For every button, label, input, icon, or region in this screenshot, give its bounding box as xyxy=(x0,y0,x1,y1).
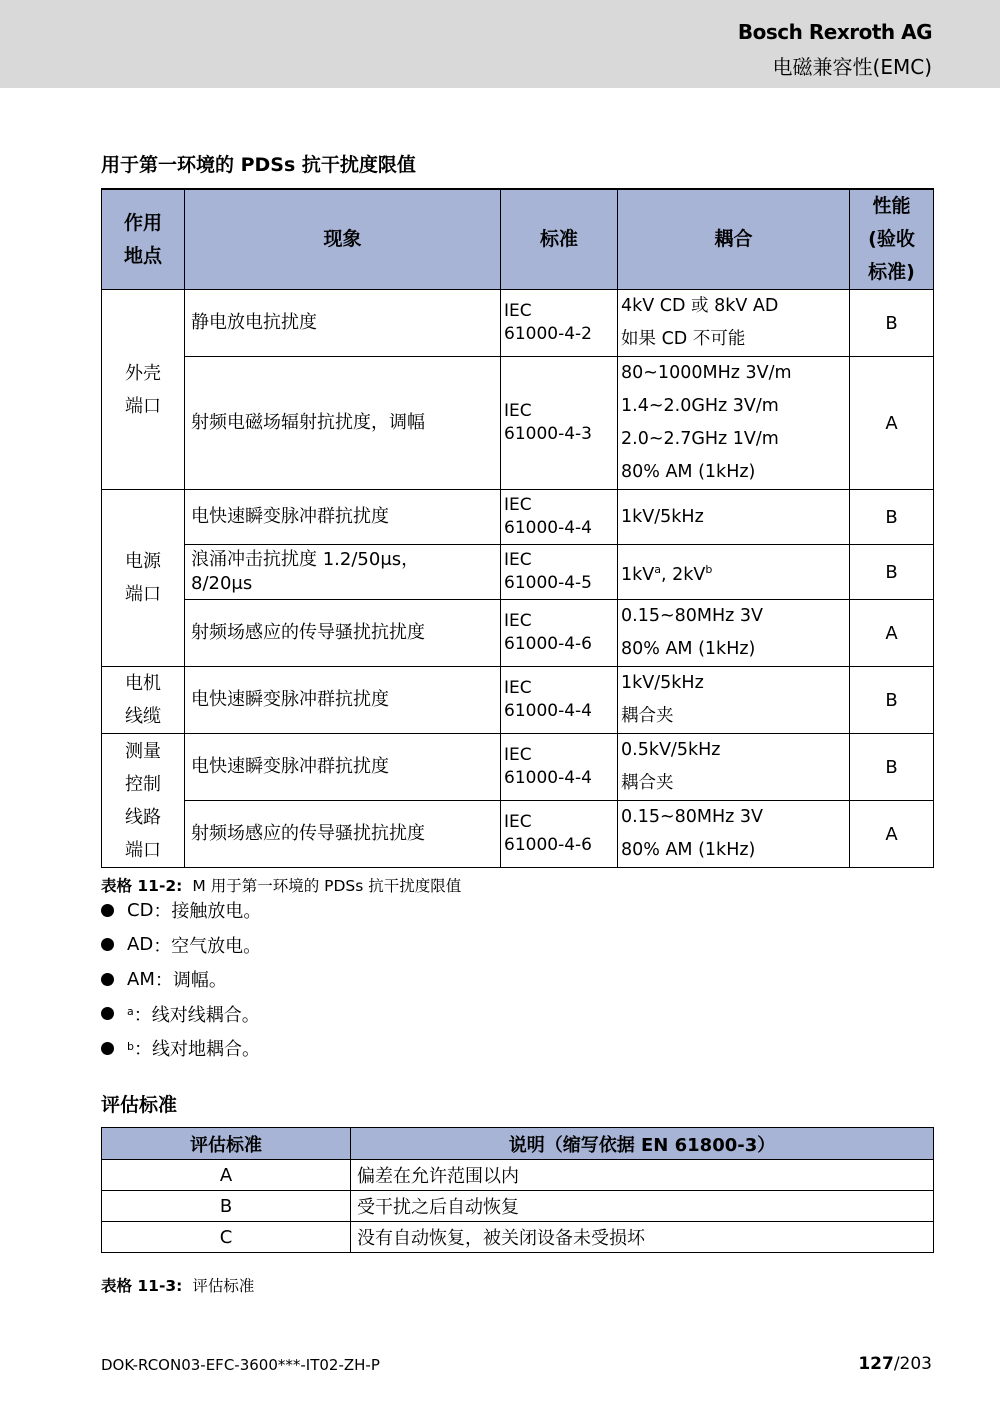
table-row xyxy=(102,1191,934,1222)
col-header-description: 说明（缩写依据 EN 61800-3） xyxy=(351,1128,934,1160)
standard-cell: IEC 61000-4-6 xyxy=(501,801,618,868)
document-id: DOK-RCON03-EFC-3600***-IT02-ZH-P xyxy=(101,1356,380,1374)
coupling-cell: $1kV^a$, $2kV^b$ xyxy=(618,545,850,600)
location-power-port: 电源 端口 xyxy=(102,490,185,667)
coupling-cell: 1kV/5kHz 耦合夹 xyxy=(618,667,850,734)
criterion-code: C xyxy=(102,1222,351,1253)
phenomenon-cell: 电快速瞬变脉冲群抗扰度 xyxy=(185,490,501,545)
performance-cell: B xyxy=(850,290,934,357)
page-number: 127/203 xyxy=(858,1354,932,1374)
phenomenon-cell: 射频场感应的传导骚扰抗扰度 xyxy=(185,801,501,868)
coupling-cell: 80~1000MHz 3V/m 1.4~2.0GHz 3V/m 2.0~2.7GHz 1V/m 80% AM (1kHz) xyxy=(618,357,850,490)
coupling-cell: 0.15~80MHz 3V 80% AM (1kHz) xyxy=(618,600,850,667)
performance-cell: A xyxy=(850,357,934,490)
location-motor-cable: 电机 线缆 xyxy=(102,667,185,734)
performance-cell: A xyxy=(850,600,934,667)
table-row xyxy=(102,801,934,868)
company-name: Bosch Rexroth AG xyxy=(737,20,932,44)
col-header-location: 作用 地点 xyxy=(102,189,185,290)
immunity-limits-table xyxy=(101,188,934,868)
bullet-icon xyxy=(101,904,114,917)
list-item: AD ：空气放电。 xyxy=(101,928,261,963)
location-measure-control-port: 测量 控制 线路 端口 xyxy=(102,734,185,868)
standard-cell: IEC 61000-4-2 xyxy=(501,290,618,357)
criterion-description: 没有自动恢复，被关闭设备未受损坏 xyxy=(351,1222,934,1253)
coupling-cell: 0.15~80MHz 3V 80% AM (1kHz) xyxy=(618,801,850,868)
col-header-phenomenon: 现象 xyxy=(185,189,501,290)
criterion-description: 受干扰之后自动恢复 xyxy=(351,1191,934,1222)
table-row xyxy=(102,600,934,667)
table-caption-immunity: 表格 11-2: M 用于第一环境的 PDSs 抗干扰度限值 xyxy=(101,877,462,895)
table-row xyxy=(102,734,934,801)
col-header-criterion: 评估标准 xyxy=(102,1128,351,1160)
standard-cell: IEC 61000-4-4 xyxy=(501,667,618,734)
performance-cell: A xyxy=(850,801,934,868)
phenomenon-cell: 静电放电抗扰度 xyxy=(185,290,501,357)
bullet-icon xyxy=(101,973,114,986)
chapter-title: 电磁兼容性(EMC) xyxy=(772,55,932,79)
list-item: AM ：调幅。 xyxy=(101,962,261,997)
standard-cell: IEC 61000-4-6 xyxy=(501,600,618,667)
evaluation-criteria-table xyxy=(101,1127,934,1253)
location-enclosure-port: 外壳 端口 xyxy=(102,290,185,490)
phenomenon-cell: 浪涌冲击抗扰度 1.2/50μs， 8/20μs xyxy=(185,545,501,600)
phenomenon-cell: 射频电磁场辐射抗扰度，调幅 xyxy=(185,357,501,490)
page-header xyxy=(0,0,1000,88)
table-row xyxy=(102,357,934,490)
col-header-standard: 标准 xyxy=(501,189,618,290)
section-title-evaluation: 评估标准 xyxy=(101,1094,178,1116)
list-item: CD ：接触放电。 xyxy=(101,893,261,928)
table-row xyxy=(102,545,934,600)
table-caption-evaluation: 表格 11-3: 评估标准 xyxy=(101,1277,255,1295)
col-header-performance: 性能 (验收 标准) xyxy=(850,189,934,290)
phenomenon-cell: 电快速瞬变脉冲群抗扰度 xyxy=(185,667,501,734)
table-row xyxy=(102,290,934,357)
standard-cell: IEC 61000-4-3 xyxy=(501,357,618,490)
phenomenon-cell: 射频场感应的传导骚扰抗扰度 xyxy=(185,600,501,667)
table-row xyxy=(102,667,934,734)
table-row xyxy=(102,1160,934,1191)
table-row xyxy=(102,490,934,545)
coupling-cell: 4kV CD 或 8kV AD 如果 CD 不可能 xyxy=(618,290,850,357)
criterion-code: B xyxy=(102,1191,351,1222)
standard-cell: IEC 61000-4-4 xyxy=(501,734,618,801)
criterion-description: 偏差在允许范围以内 xyxy=(351,1160,934,1191)
table-row xyxy=(102,1222,934,1253)
section-title-immunity: 用于第一环境的 PDSs 抗干扰度限值 xyxy=(101,154,416,176)
abbreviation-notes xyxy=(101,893,261,1066)
table-header-row xyxy=(102,189,934,290)
standard-cell: IEC 61000-4-5 xyxy=(501,545,618,600)
performance-cell: B xyxy=(850,667,934,734)
bullet-icon xyxy=(101,938,114,951)
criterion-code: A xyxy=(102,1160,351,1191)
bullet-icon xyxy=(101,1042,114,1055)
bullet-icon xyxy=(101,1007,114,1020)
performance-cell: B xyxy=(850,545,934,600)
coupling-cell: 0.5kV/5kHz 耦合夹 xyxy=(618,734,850,801)
phenomenon-cell: 电快速瞬变脉冲群抗扰度 xyxy=(185,734,501,801)
coupling-cell: 1kV/5kHz xyxy=(618,490,850,545)
performance-cell: B xyxy=(850,490,934,545)
performance-cell: B xyxy=(850,734,934,801)
list-item: $^b$ ：线对地耦合。 xyxy=(101,1031,261,1066)
standard-cell: IEC 61000-4-4 xyxy=(501,490,618,545)
list-item: $^a$ ：线对线耦合。 xyxy=(101,997,261,1032)
table-header-row xyxy=(102,1128,934,1160)
col-header-coupling: 耦合 xyxy=(618,189,850,290)
